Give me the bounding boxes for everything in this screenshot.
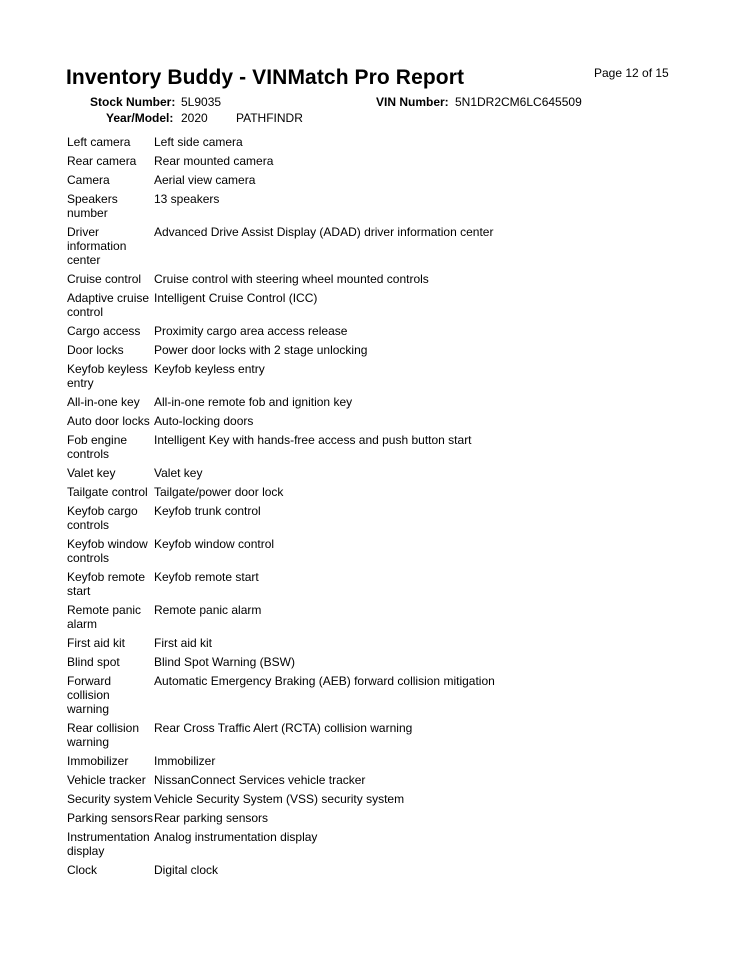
report-title: Inventory Buddy - VINMatch Pro Report	[66, 66, 465, 89]
feature-name: Keyfob remote start	[67, 570, 146, 598]
feature-row	[67, 173, 687, 192]
feature-row	[67, 504, 687, 537]
feature-name: Left camera	[67, 135, 131, 149]
stock-number-label-text: Stock Number:	[90, 95, 176, 109]
year-model-label-text: Year/Model:	[106, 111, 174, 125]
feature-row	[67, 674, 687, 721]
feature-name: Remote panic alarm	[67, 603, 142, 631]
year-value: 2020	[181, 111, 208, 125]
feature-row	[67, 395, 687, 414]
feature-name: Security system	[67, 792, 152, 806]
feature-name: Cruise control	[67, 272, 142, 286]
feature-name: Rear camera	[67, 154, 137, 168]
feature-row	[67, 343, 687, 362]
feature-row	[67, 272, 687, 291]
feature-name: Forward collision warning	[67, 674, 112, 716]
feature-description: Proximity cargo area access release	[154, 324, 348, 338]
feature-row	[67, 485, 687, 504]
feature-row	[67, 537, 687, 570]
feature-description: NissanConnect Services vehicle tracker	[154, 773, 366, 787]
feature-row	[67, 636, 687, 655]
feature-description: Analog instrumentation display	[154, 830, 318, 844]
feature-description: Intelligent Cruise Control (ICC)	[154, 291, 318, 305]
feature-name: Keyfob cargo controls	[67, 504, 138, 532]
feature-row	[67, 830, 687, 863]
vin-number-label-text: VIN Number:	[376, 95, 449, 109]
feature-description: Auto-locking doors	[154, 414, 254, 428]
feature-row	[67, 655, 687, 674]
feature-description: Keyfob remote start	[154, 570, 259, 584]
feature-row	[67, 154, 687, 173]
feature-row	[67, 570, 687, 603]
feature-description: Digital clock	[154, 863, 219, 877]
feature-row	[67, 414, 687, 433]
feature-description: Remote panic alarm	[154, 603, 262, 617]
feature-row	[67, 291, 687, 324]
feature-description: Cruise control with steering wheel mounted controls	[154, 272, 429, 286]
feature-name: Cargo access	[67, 324, 141, 338]
vin-number-label	[376, 95, 449, 109]
stock-number-value: 5L9035	[181, 95, 222, 109]
feature-row	[67, 754, 687, 773]
feature-description: Rear Cross Traffic Alert (RCTA) collision warning	[154, 721, 413, 735]
feature-row	[67, 433, 687, 466]
feature-description: Rear parking sensors	[154, 811, 269, 825]
feature-name: Valet key	[67, 466, 116, 480]
feature-description: All-in-one remote fob and ignition key	[154, 395, 353, 409]
feature-row	[67, 792, 687, 811]
feature-description: Automatic Emergency Braking (AEB) forward collision mitigation	[154, 674, 495, 688]
feature-name: Rear collision warning	[67, 721, 140, 749]
feature-row	[67, 603, 687, 636]
feature-name: Keyfob window controls	[67, 537, 148, 565]
feature-row	[67, 773, 687, 792]
feature-name: Door locks	[67, 343, 124, 357]
model-value: PATHFINDR	[236, 111, 303, 125]
feature-description: Keyfob keyless entry	[154, 362, 265, 376]
feature-name: Clock	[67, 863, 98, 877]
feature-description: 13 speakers	[154, 192, 220, 206]
feature-name: Fob engine controls	[67, 433, 128, 461]
feature-table	[67, 135, 687, 882]
feature-name: Speakers number	[67, 192, 118, 220]
feature-description: Valet key	[154, 466, 203, 480]
feature-row	[67, 135, 687, 154]
feature-description: Blind Spot Warning (BSW)	[154, 655, 295, 669]
page-number: Page 12 of 15	[594, 66, 669, 80]
feature-name: Parking sensors	[67, 811, 154, 825]
feature-table-body	[67, 135, 687, 882]
feature-row	[67, 466, 687, 485]
feature-description: Rear mounted camera	[154, 154, 274, 168]
feature-name: First aid kit	[67, 636, 126, 650]
feature-description: First aid kit	[154, 636, 213, 650]
feature-row	[67, 324, 687, 343]
feature-name: Immobilizer	[67, 754, 129, 768]
feature-description: Intelligent Key with hands-free access and push button start	[154, 433, 472, 447]
feature-name: Instrumentation display	[67, 830, 150, 858]
feature-row	[67, 811, 687, 830]
feature-row	[67, 721, 687, 754]
feature-row	[67, 192, 687, 225]
feature-name: Tailgate control	[67, 485, 148, 499]
feature-description: Keyfob window control	[154, 537, 275, 551]
feature-description: Advanced Drive Assist Display (ADAD) driver information center	[154, 225, 494, 239]
stock-number-label	[90, 95, 175, 109]
feature-row	[67, 225, 687, 272]
year-model-label	[106, 111, 173, 125]
feature-description: Power door locks with 2 stage unlocking	[154, 343, 368, 357]
feature-description: Left side camera	[154, 135, 243, 149]
feature-description: Tailgate/power door lock	[154, 485, 284, 499]
feature-name: Driver information center	[67, 225, 127, 267]
feature-row	[67, 863, 687, 882]
vin-number-value: 5N1DR2CM6LC645509	[455, 95, 582, 109]
feature-name: Blind spot	[67, 655, 120, 669]
feature-description: Vehicle Security System (VSS) security system	[154, 792, 405, 806]
feature-name: Vehicle tracker	[67, 773, 146, 787]
feature-name: Auto door locks	[67, 414, 150, 428]
feature-name: All-in-one key	[67, 395, 140, 409]
feature-name: Adaptive cruise control	[67, 291, 150, 319]
feature-description: Immobilizer	[154, 754, 216, 768]
feature-name: Keyfob keyless entry	[67, 362, 148, 390]
feature-description: Keyfob trunk control	[154, 504, 261, 518]
feature-description: Aerial view camera	[154, 173, 256, 187]
feature-row	[67, 362, 687, 395]
feature-name: Camera	[67, 173, 110, 187]
